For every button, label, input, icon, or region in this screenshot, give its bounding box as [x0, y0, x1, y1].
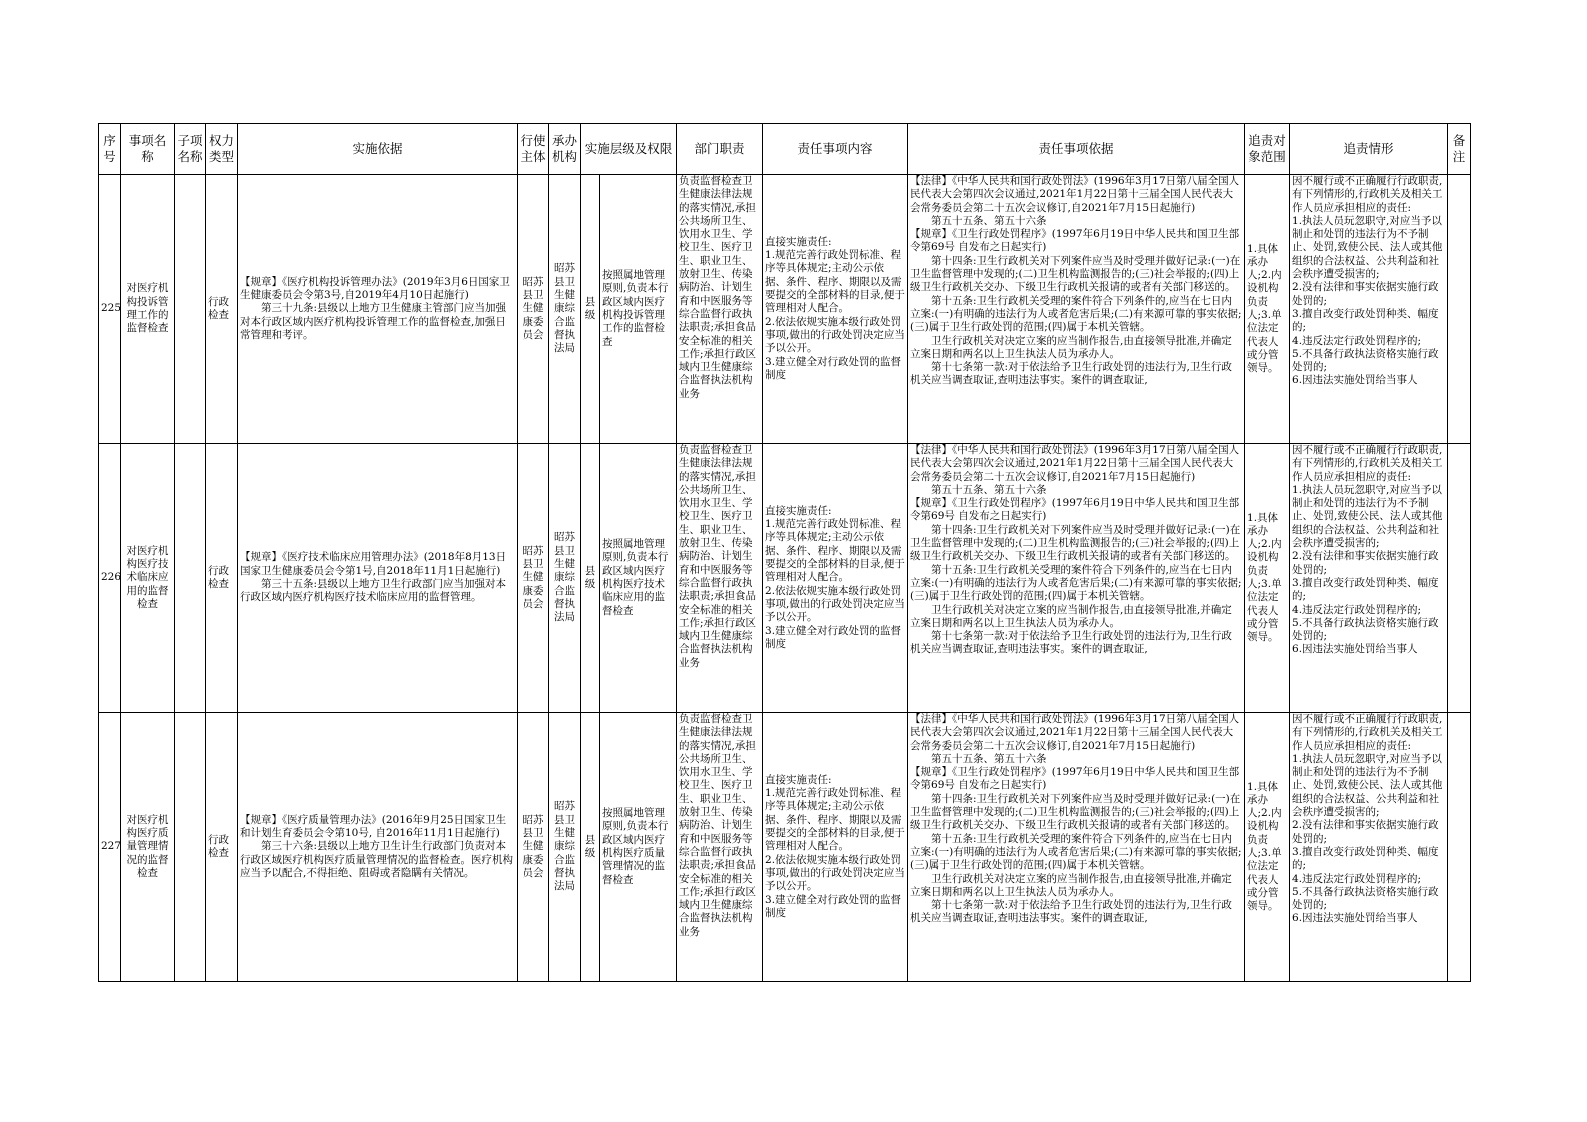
power-list-table [98, 123, 1471, 982]
list-line: 3.建立健全对行政处罚的监督制度 [765, 893, 902, 919]
list-line: 1.执法人员玩忽职守,对应当予以制止和处罚的违法行为不予制止、处罚,致使公民、法人或其他组织的合法权益、公共利益和社会秩序遭受损害的; [1292, 214, 1443, 281]
list-line: 第十七条第一款:对于依法给予卫生行政处罚的违法行为,卫生行政机关应当调查取证,查明违法事实。案件的调查取证, [910, 899, 1232, 925]
col-header-resp-content: 责任事项内容 [763, 124, 908, 175]
basis-title: 【规章】《医疗质量管理办法》(2016年9月25日国家卫生和计划生育委员会令第10号, 自2016年11月1日起施行) [240, 813, 507, 840]
row-note [1448, 713, 1471, 982]
basis-body: 第三十五条:县级以上地方卫生行政部门应当加强对本行政区域内医疗机构医疗技术临床应用的监督管理。 [240, 578, 507, 604]
header-row [99, 124, 1471, 175]
row-accountable: 1.具体承办人;2.内设机构负责人;3.单位法定代表人或分管领导。 [1245, 175, 1290, 444]
list-line: 直接实施责任: [765, 773, 832, 786]
list-line: 4.违反法定行政处罚程序的; [1292, 603, 1422, 616]
row-no: 225 [99, 175, 121, 444]
list-line: 【规章】《卫生行政处罚程序》(1997年6月19日中华人民共和国卫生部令第69号 自发布之日起实行) [910, 766, 1240, 792]
row-subject: 昭苏县卫生健康委员会 [518, 713, 549, 982]
list-line: 因不履行或不正确履行行政职责,有下列情形的,行政机关及相关工作人员应承担相应的责任: [1292, 713, 1443, 752]
list-line: 2.没有法律和事实依据实施行政处罚的; [1292, 550, 1439, 576]
row-agency: 昭苏县卫生健康综合监督执法局 [549, 444, 581, 713]
basis-title: 【规章】《医疗机构投诉管理办法》(2019年3月6日国家卫生健康委员会令第3号,自2019年4月10日起施行) [240, 275, 510, 302]
row-item-name: 对医疗机构医疗技术临床应用的监督检查 [121, 444, 175, 713]
list-line: 2.依法依规实施本级行政处罚事项,做出的行政处罚决定应当予以公开。 [765, 584, 905, 624]
row-agency: 昭苏县卫生健康综合监督执法局 [549, 175, 581, 444]
row-note [1448, 444, 1471, 713]
col-header-no: 序号 [99, 124, 121, 175]
list-line: 因不履行或不正确履行行政职责,有下列情形的,行政机关及相关工作人员应承担相应的责任: [1292, 175, 1443, 214]
list-line: 【规章】《卫生行政处罚程序》(1997年6月19日中华人民共和国卫生部令第69号 自发布之日起实行) [910, 228, 1240, 254]
row-sub-item [175, 175, 206, 444]
col-header-accountability: 追责情形 [1290, 124, 1448, 175]
list-line: 第十七条第一款:对于依法给予卫生行政处罚的违法行为,卫生行政机关应当调查取证,查明违法事实。案件的调查取证, [910, 361, 1232, 387]
row-accountable: 1.具体承办人;2.内设机构负责人;3.单位法定代表人或分管领导。 [1245, 713, 1290, 982]
row-subject: 昭苏县卫生健康委员会 [518, 444, 549, 713]
list-line: 5.不具备行政执法资格实施行政处罚的; [1292, 347, 1439, 374]
row-sub-item [175, 713, 206, 982]
list-line: 2.没有法律和事实依据实施行政处罚的; [1292, 281, 1439, 307]
row-accountable: 1.具体承办人;2.内设机构负责人;3.单位法定代表人或分管领导。 [1245, 444, 1290, 713]
col-header-basis: 实施依据 [238, 124, 518, 175]
row-item-name: 对医疗机构医疗质量管理情况的监督检查 [121, 713, 175, 982]
list-line: 第十五条:卫生行政机关受理的案件符合下列条件的,应当在七日内立案:(一)有明确的违法行为人或者危害后果;(二)有来源可靠的事实依据;(三)属于卫生行政处罚的范围;(四)属于本机关管辖。 [910, 294, 1242, 334]
list-line: 第十七条第一款:对于依法给予卫生行政处罚的违法行为,卫生行政机关应当调查取证,查明违法事实。案件的调查取证, [910, 630, 1232, 656]
row-sub-item [175, 444, 206, 713]
list-line: 3.擅自改变行政处罚种类、幅度的; [1292, 576, 1439, 603]
row-authority: 按照属地管理原则,负责本行政区域内医疗机构投诉管理工作的监督检查 [600, 175, 677, 444]
list-line: 卫生行政机关对决定立案的应当制作报告,由直接领导批准,并确定立案日期和两名以上卫生执法人员为承办人。 [910, 872, 1232, 898]
list-line: 卫生行政机关对决定立案的应当制作报告,由直接领导批准,并确定立案日期和两名以上卫生执法人员为承办人。 [910, 603, 1232, 629]
list-line: 第十四条:卫生行政机关对下列案件应当及时受理并做好记录:(一)在卫生监督管理中发现的;(二)卫生机构监测报告的;(三)社会举报的;(四)上级卫生行政机关交办、下级卫生行政机关报请的或者有关部门移送的。 [910, 792, 1241, 832]
row-power-type: 行政检查 [206, 175, 238, 444]
col-header-name: 事项名称 [121, 124, 175, 175]
row-authority: 按照属地管理原则,负责本行政区域内医疗机构医疗技术临床应用的监督检查 [600, 444, 677, 713]
list-line: 4.违反法定行政处罚程序的; [1292, 334, 1422, 347]
col-header-type: 权力类型 [206, 124, 238, 175]
row-resp-content [763, 444, 908, 713]
row-basis [238, 175, 518, 444]
list-line: 4.违反法定行政处罚程序的; [1292, 872, 1422, 885]
list-line: 1.规范完善行政处罚标准、程序等具体规定;主动公示依据、条件、程序、期限以及需要提交的全部材料的目录,便于管理相对人配合。 [765, 249, 905, 315]
list-line: 3.擅自改变行政处罚种类、幅度的; [1292, 307, 1439, 334]
row-authority: 按照属地管理原则,负责本行政区域内医疗机构医疗质量管理情况的监督检查 [600, 713, 677, 982]
row-resp-content [763, 713, 908, 982]
list-line: 6.因违法实施处罚给当事人 [1292, 643, 1418, 656]
row-no: 226 [99, 444, 121, 713]
row-level: 县级 [581, 444, 600, 713]
table-row [99, 713, 1471, 982]
row-level: 县级 [581, 713, 600, 982]
list-line: 【法律】《中华人民共和国行政处罚法》(1996年3月17日第八届全国人民代表大会第四次会议通过,2021年1月22日第十三届全国人民代表大会常务委员会第二十五次会议修订,自2021年7月15日起施行) [910, 713, 1240, 752]
list-line: 第十四条:卫生行政机关对下列案件应当及时受理并做好记录:(一)在卫生监督管理中发现的;(二)卫生机构监测报告的;(三)社会举报的;(四)上级卫生行政机关交办、下级卫生行政机关报请的或者有关部门移送的。 [910, 254, 1241, 294]
list-line: 2.依法依规实施本级行政处罚事项,做出的行政处罚决定应当予以公开。 [765, 853, 905, 893]
col-header-note: 备注 [1448, 124, 1471, 175]
list-line: 3.建立健全对行政处罚的监督制度 [765, 355, 902, 381]
list-line: 2.没有法律和事实依据实施行政处罚的; [1292, 819, 1439, 845]
basis-body: 第三十九条:县级以上地方卫生健康主管部门应当加强对本行政区域内医疗机构投诉管理工作的监督检查,加强日常管理和考评。 [240, 302, 507, 341]
row-dept-duty: 负责监督检查卫生健康法律法规的落实情况,承担公共场所卫生、饮用水卫生、学校卫生、医疗卫生、职业卫生、放射卫生、传染病防治、计划生育和中医服务等综合监督行政执法职责;承担食品安全标准的相关工作;承担行政区域内卫生健康综合监督执法机构业务 [677, 175, 763, 444]
col-header-subject: 行使主体 [518, 124, 549, 175]
row-resp-content [763, 175, 908, 444]
list-line: 1.规范完善行政处罚标准、程序等具体规定;主动公示依据、条件、程序、期限以及需要提交的全部材料的目录,便于管理相对人配合。 [765, 518, 905, 584]
col-header-agency: 承办机构 [549, 124, 581, 175]
row-note [1448, 175, 1471, 444]
list-line: 【法律】《中华人民共和国行政处罚法》(1996年3月17日第八届全国人民代表大会第四次会议通过,2021年1月22日第十三届全国人民代表大会常务委员会第二十五次会议修订,自2021年7月15日起施行) [910, 444, 1240, 483]
list-line: 3.建立健全对行政处罚的监督制度 [765, 624, 902, 650]
list-line: 2.依法依规实施本级行政处罚事项,做出的行政处罚决定应当予以公开。 [765, 315, 905, 355]
list-line: 第十五条:卫生行政机关受理的案件符合下列条件的,应当在七日内立案:(一)有明确的违法行为人或者危害后果;(二)有来源可靠的事实依据;(三)属于卫生行政处罚的范围;(四)属于本机关管辖。 [910, 832, 1242, 872]
row-level: 县级 [581, 175, 600, 444]
row-power-type: 行政检查 [206, 713, 238, 982]
list-line: 直接实施责任: [765, 235, 832, 248]
row-subject: 昭苏县卫生健康委员会 [518, 175, 549, 444]
row-agency: 昭苏县卫生健康综合监督执法局 [549, 713, 581, 982]
list-line: 5.不具备行政执法资格实施行政处罚的; [1292, 616, 1439, 643]
list-line: 直接实施责任: [765, 504, 832, 517]
list-line: 第五十五条、第五十六条 [931, 752, 1047, 765]
row-accountability [1290, 175, 1448, 444]
row-accountability [1290, 444, 1448, 713]
list-line: 第五十五条、第五十六条 [931, 214, 1047, 227]
list-line: 1.执法人员玩忽职守,对应当予以制止和处罚的违法行为不予制止、处罚,致使公民、法人或其他组织的合法权益、公共利益和社会秩序遭受损害的; [1292, 752, 1443, 819]
col-header-resp-basis: 责任事项依据 [908, 124, 1245, 175]
list-line: 6.因违法实施处罚给当事人 [1292, 374, 1418, 387]
basis-body: 第三十六条:县级以上地方卫生计生行政部门负责对本行政区域医疗机构医疗质量管理情况的监督检查。医疗机构应当予以配合,不得拒绝、阻碍或者隐瞒有关情况。 [240, 840, 513, 879]
row-resp-basis [908, 444, 1245, 713]
list-line: 3.擅自改变行政处罚种类、幅度的; [1292, 845, 1439, 872]
row-no: 227 [99, 713, 121, 982]
row-item-name: 对医疗机构投诉管理工作的监督检查 [121, 175, 175, 444]
list-line: 第五十五条、第五十六条 [931, 483, 1047, 496]
list-line: 1.执法人员玩忽职守,对应当予以制止和处罚的违法行为不予制止、处罚,致使公民、法人或其他组织的合法权益、公共利益和社会秩序遭受损害的; [1292, 483, 1443, 550]
row-resp-basis [908, 175, 1245, 444]
row-basis [238, 444, 518, 713]
row-dept-duty: 负责监督检查卫生健康法律法规的落实情况,承担公共场所卫生、饮用水卫生、学校卫生、医疗卫生、职业卫生、放射卫生、传染病防治、计划生育和中医服务等综合监督行政执法职责;承担食品安全标准的相关工作;承担行政区域内卫生健康综合监督执法机构业务 [677, 713, 763, 982]
list-line: 【规章】《卫生行政处罚程序》(1997年6月19日中华人民共和国卫生部令第69号 自发布之日起实行) [910, 497, 1240, 523]
basis-title: 【规章】《医疗技术临床应用管理办法》(2018年8月13日国家卫生健康委员会令第1号,自2018年11月1日起施行) [240, 551, 507, 577]
row-resp-basis [908, 713, 1245, 982]
list-line: 因不履行或不正确履行行政职责,有下列情形的,行政机关及相关工作人员应承担相应的责任: [1292, 444, 1443, 483]
table-row [99, 444, 1471, 713]
list-line: 5.不具备行政执法资格实施行政处罚的; [1292, 885, 1439, 912]
list-line: 第十四条:卫生行政机关对下列案件应当及时受理并做好记录:(一)在卫生监督管理中发现的;(二)卫生机构监测报告的;(三)社会举报的;(四)上级卫生行政机关交办、下级卫生行政机关报请的或者有关部门移送的。 [910, 523, 1241, 563]
list-line: 【法律】《中华人民共和国行政处罚法》(1996年3月17日第八届全国人民代表大会第四次会议通过,2021年1月22日第十三届全国人民代表大会常务委员会第二十五次会议修订,自2021年7月15日起施行) [910, 175, 1240, 214]
col-header-dept-duty: 部门职责 [677, 124, 763, 175]
row-power-type: 行政检查 [206, 444, 238, 713]
row-basis [238, 713, 518, 982]
col-header-sub: 子项名称 [175, 124, 206, 175]
row-accountability [1290, 713, 1448, 982]
table-row [99, 175, 1471, 444]
list-line: 6.因违法实施处罚给当事人 [1292, 912, 1418, 925]
list-line: 卫生行政机关对决定立案的应当制作报告,由直接领导批准,并确定立案日期和两名以上卫生执法人员为承办人。 [910, 334, 1232, 360]
row-dept-duty: 负责监督检查卫生健康法律法规的落实情况,承担公共场所卫生、饮用水卫生、学校卫生、医疗卫生、职业卫生、放射卫生、传染病防治、计划生育和中医服务等综合监督行政执法职责;承担食品安全标准的相关工作;承担行政区域内卫生健康综合监督执法机构业务 [677, 444, 763, 713]
list-line: 第十五条:卫生行政机关受理的案件符合下列条件的,应当在七日内立案:(一)有明确的违法行为人或者危害后果;(二)有来源可靠的事实依据;(三)属于卫生行政处罚的范围;(四)属于本机关管辖。 [910, 563, 1242, 603]
col-header-level: 实施层级及权限 [581, 124, 677, 175]
col-header-accountable: 追责对象范围 [1245, 124, 1290, 175]
list-line: 1.规范完善行政处罚标准、程序等具体规定;主动公示依据、条件、程序、期限以及需要提交的全部材料的目录,便于管理相对人配合。 [765, 787, 905, 853]
